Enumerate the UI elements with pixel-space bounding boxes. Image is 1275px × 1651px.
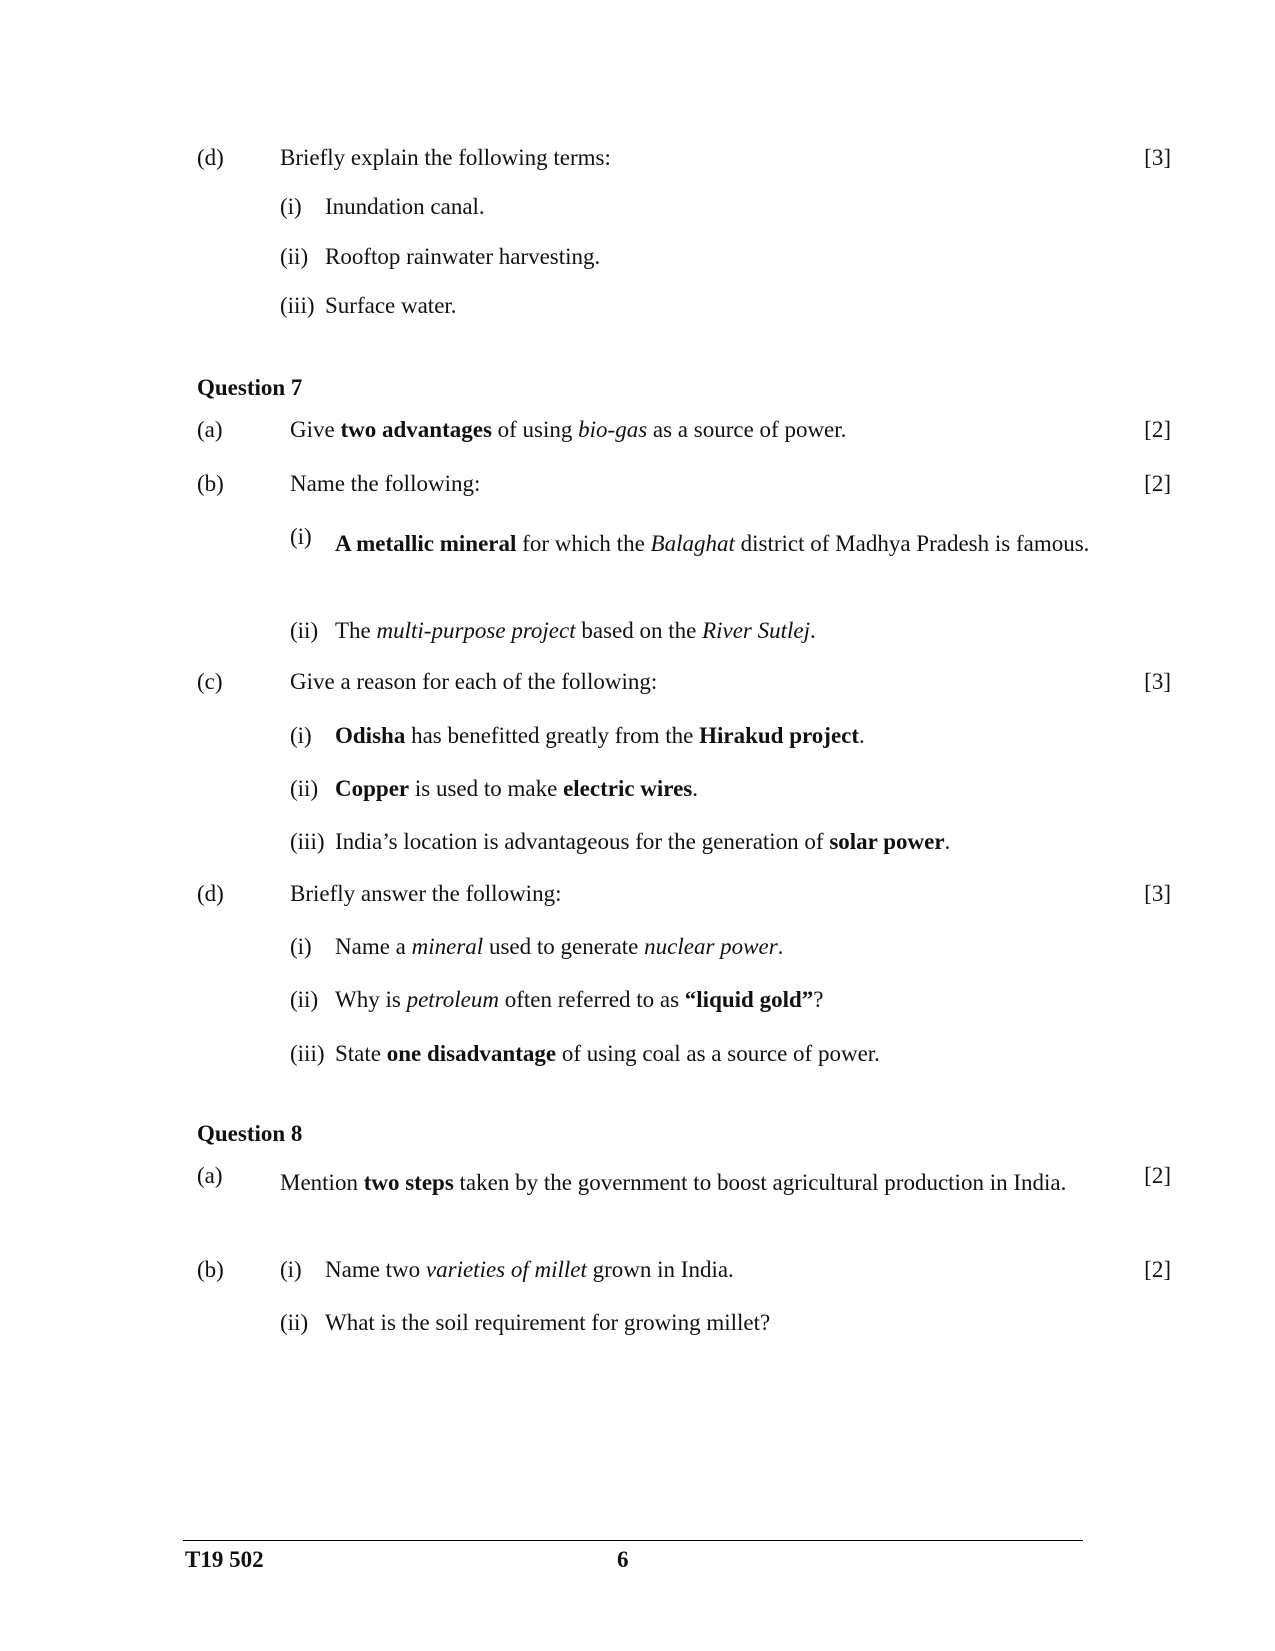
q7b-i-num: (i) bbox=[290, 524, 312, 549]
q7b-ii-text: The multi-purpose project based on the River Sutlej. bbox=[335, 618, 816, 643]
q8b-marks: [2] bbox=[1144, 1257, 1171, 1282]
q7c-iii-text: India’s location is advantageous for the generation of solar power. bbox=[335, 829, 951, 854]
q7b-ii-num: (ii) bbox=[290, 618, 319, 643]
q7b-text: Name the following: bbox=[290, 471, 481, 496]
q7c-ii-num: (ii) bbox=[290, 776, 319, 801]
footer-paper-code: T19 502 bbox=[185, 1547, 264, 1572]
q6d-i-num: (i) bbox=[280, 194, 302, 219]
question-7-heading: Question 7 bbox=[197, 375, 303, 400]
q7d-i-num: (i) bbox=[290, 934, 312, 959]
q7d-iii-text: State one disadvantage of using coal as a source of power. bbox=[335, 1041, 880, 1066]
q8b-ii-num: (ii) bbox=[280, 1310, 309, 1335]
footer-page-number: 6 bbox=[617, 1547, 629, 1572]
q8b-label: (b) bbox=[197, 1257, 224, 1282]
q6d-marks: [3] bbox=[1144, 145, 1171, 170]
q7d-ii-text: Why is petroleum often referred to as “liquid gold”? bbox=[335, 987, 824, 1012]
q7c-ii-text: Copper is used to make electric wires. bbox=[335, 776, 699, 801]
q8b-i-num: (i) bbox=[280, 1257, 302, 1282]
q7b-i-text: A metallic mineral for which the Balaghat district of Madhya Pradesh is famous. bbox=[335, 531, 1090, 556]
q7d-iii-num: (iii) bbox=[290, 1041, 325, 1066]
q7d-text: Briefly answer the following: bbox=[290, 881, 562, 906]
q7c-text: Give a reason for each of the following: bbox=[290, 669, 658, 694]
footer-divider bbox=[183, 1540, 1083, 1541]
q8a-label: (a) bbox=[197, 1163, 223, 1188]
q7a-marks: [2] bbox=[1144, 417, 1171, 442]
question-8-heading: Question 8 bbox=[197, 1121, 303, 1146]
q6d-i-text: Inundation canal. bbox=[325, 194, 485, 219]
q6d-iii-num: (iii) bbox=[280, 293, 315, 318]
q7c-i-text: Odisha has benefitted greatly from the Hirakud project. bbox=[335, 723, 865, 748]
q8a-text: Mention two steps taken by the government to boost agricultural production in India. bbox=[280, 1170, 1067, 1195]
q6d-ii-text: Rooftop rainwater harvesting. bbox=[325, 244, 601, 269]
q6d-label: (d) bbox=[197, 145, 224, 170]
q7c-label: (c) bbox=[197, 669, 223, 694]
q7d-label: (d) bbox=[197, 881, 224, 906]
q6d-text: Briefly explain the following terms: bbox=[280, 145, 611, 170]
q7d-ii-num: (ii) bbox=[290, 987, 319, 1012]
q7b-marks: [2] bbox=[1144, 471, 1171, 496]
q7c-i-num: (i) bbox=[290, 723, 312, 748]
q8b-ii-text: What is the soil requirement for growing millet? bbox=[325, 1310, 771, 1335]
q6d-iii-text: Surface water. bbox=[325, 293, 457, 318]
q7c-marks: [3] bbox=[1144, 669, 1171, 694]
q7b-label: (b) bbox=[197, 471, 224, 496]
q8a-marks: [2] bbox=[1144, 1163, 1171, 1188]
q6d-ii-num: (ii) bbox=[280, 244, 309, 269]
q7d-i-text: Name a mineral used to generate nuclear power. bbox=[335, 934, 784, 959]
q8b-i-text: Name two varieties of millet grown in India. bbox=[325, 1257, 734, 1282]
q7c-iii-num: (iii) bbox=[290, 829, 325, 854]
q7a-text: Give two advantages of using bio-gas as a source of power. bbox=[290, 417, 847, 442]
q7a-label: (a) bbox=[197, 417, 223, 442]
q7d-marks: [3] bbox=[1144, 881, 1171, 906]
